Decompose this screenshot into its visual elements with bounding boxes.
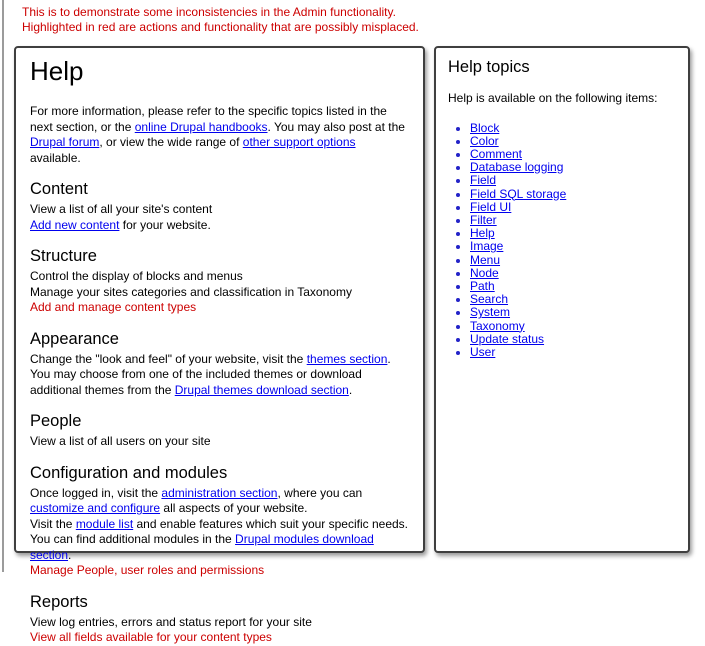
- notice: [22, 5, 419, 35]
- text-segment: .: [387, 351, 391, 366]
- section-heading: Structure: [30, 247, 97, 265]
- text-segment: View a list of all your site's content: [30, 202, 213, 216]
- bullet-icon: [456, 259, 460, 263]
- text-segment: Control the display of blocks and menus: [30, 269, 243, 283]
- section-line: [30, 517, 409, 564]
- section-content: [30, 180, 409, 233]
- section-heading: Appearance: [30, 329, 119, 348]
- inline-link[interactable]: themes section: [306, 351, 388, 366]
- bullet-icon: [456, 153, 460, 157]
- help-topic-link[interactable]: Block: [470, 120, 500, 135]
- section-structure: [30, 247, 409, 316]
- flagged-text: Manage People, user roles and permissions: [30, 563, 265, 577]
- help-topics-list: [448, 122, 676, 360]
- text-segment: and enable features which suit your specific needs. You can find additional modules in the: [30, 516, 408, 546]
- page-title: Help: [30, 56, 84, 86]
- inline-link[interactable]: Add new content: [30, 217, 120, 232]
- inline-link[interactable]: customize and configure: [30, 501, 161, 515]
- bullet-icon: [456, 311, 460, 315]
- help-topic-link[interactable]: Path: [470, 278, 495, 293]
- text-segment: , where you can: [277, 485, 363, 500]
- help-topic-link[interactable]: Field UI: [470, 199, 512, 214]
- help-topic-link[interactable]: Update status: [470, 331, 545, 346]
- help-topics-title: Help topics: [448, 58, 530, 76]
- section-line: [30, 615, 409, 631]
- help-topic-link[interactable]: Help: [470, 226, 495, 241]
- help-topic-link[interactable]: Filter: [470, 212, 497, 227]
- bullet-icon: [456, 272, 460, 276]
- inline-link[interactable]: module list: [75, 516, 134, 531]
- help-topic-link[interactable]: System: [470, 305, 511, 320]
- bullet-icon: [456, 232, 460, 236]
- text-segment: available.: [30, 150, 81, 165]
- section-reports: [30, 593, 409, 646]
- section-line: [30, 434, 409, 450]
- bullet-icon: [456, 193, 460, 197]
- section-line: [30, 300, 409, 316]
- section-heading: Content: [30, 180, 88, 198]
- text-segment: Change the "look and feel" of your website, visit the: [30, 351, 307, 366]
- notice-line: This is to demonstrate some inconsistencies in the Admin functionality.: [22, 5, 396, 19]
- inline-link[interactable]: administration section: [161, 485, 278, 500]
- flagged-text: View all fields available for your content types: [30, 630, 272, 644]
- text-segment: View log entries, errors and status report for your site: [30, 614, 312, 629]
- help-panel: [14, 46, 425, 644]
- help-topics-intro: Help is available on the following items:: [448, 91, 658, 105]
- text-segment: , or view the wide range of: [99, 135, 243, 149]
- window-edge-line: [2, 0, 4, 572]
- bullet-icon: [456, 179, 460, 183]
- bullet-icon: [456, 298, 460, 302]
- inline-link[interactable]: other support options: [242, 135, 356, 149]
- section-line: [30, 367, 409, 398]
- text-segment: You may choose from one of the included themes or download additional themes from the: [30, 367, 362, 397]
- inline-link[interactable]: Drupal modules download section: [30, 532, 374, 562]
- bullet-icon: [456, 127, 460, 131]
- section-line: [30, 269, 409, 285]
- bullet-icon: [456, 219, 460, 223]
- help-topic-link[interactable]: Node: [470, 265, 499, 280]
- section-line: [30, 285, 409, 301]
- text-segment: all aspects of your website.: [160, 501, 308, 515]
- section-people: [30, 412, 409, 450]
- text-segment: .: [68, 547, 72, 562]
- help-topic-link[interactable]: Field: [470, 173, 497, 188]
- help-topic-link[interactable]: Database logging: [470, 160, 564, 175]
- help-topic-link[interactable]: Comment: [470, 146, 523, 161]
- text-segment: .: [348, 382, 353, 397]
- bullet-icon: [456, 166, 460, 170]
- help-topics-panel: [434, 46, 690, 553]
- help-topic-link[interactable]: Taxonomy: [470, 318, 525, 333]
- bullet-icon: [456, 245, 460, 249]
- flagged-text: Add and manage content types: [30, 300, 197, 314]
- text-segment: . You may also post at the: [267, 119, 405, 134]
- text-segment: for your website.: [119, 217, 211, 232]
- text-segment: Manage your sites categories and classification in Taxonomy: [30, 284, 352, 299]
- help-topic-item: [448, 346, 676, 359]
- section-appearance: [30, 330, 409, 399]
- bullet-icon: [456, 285, 460, 289]
- bullet-icon: [456, 338, 460, 342]
- help-intro: [30, 104, 409, 166]
- bullet-icon: [456, 351, 460, 355]
- inline-link[interactable]: Drupal themes download section: [174, 382, 349, 397]
- help-topic-link[interactable]: Search: [470, 292, 509, 307]
- notice-line: Highlighted in red are actions and functionality that are possibly misplaced.: [22, 20, 419, 34]
- section-line: [30, 352, 409, 368]
- bullet-icon: [456, 325, 460, 329]
- help-topic-link[interactable]: Menu: [470, 252, 501, 267]
- text-segment: Visit the: [30, 516, 76, 531]
- help-topic-link[interactable]: Color: [470, 133, 499, 148]
- section-line: [30, 218, 409, 234]
- section-heading: People: [30, 412, 82, 430]
- section-line: [30, 486, 409, 517]
- bullet-icon: [456, 206, 460, 210]
- text-segment: For more information, please refer to the specific topics listed in the next section, or the: [30, 104, 387, 134]
- text-segment: View a list of all users on your site: [30, 434, 211, 448]
- help-topic-link[interactable]: Image: [470, 239, 504, 254]
- help-topic-link[interactable]: Field SQL storage: [470, 186, 567, 201]
- section-line: [30, 202, 409, 218]
- text-segment: Once logged in, visit the: [30, 485, 162, 500]
- inline-link[interactable]: Drupal forum: [30, 135, 100, 149]
- section-line: [30, 630, 409, 646]
- inline-link[interactable]: online Drupal handbooks: [134, 119, 268, 134]
- section-heading: Reports: [30, 592, 88, 611]
- section-heading: Configuration and modules: [30, 463, 228, 482]
- section-configuration: [30, 464, 409, 579]
- section-line: [30, 563, 409, 579]
- bullet-icon: [456, 140, 460, 144]
- help-topic-link[interactable]: User: [470, 344, 496, 359]
